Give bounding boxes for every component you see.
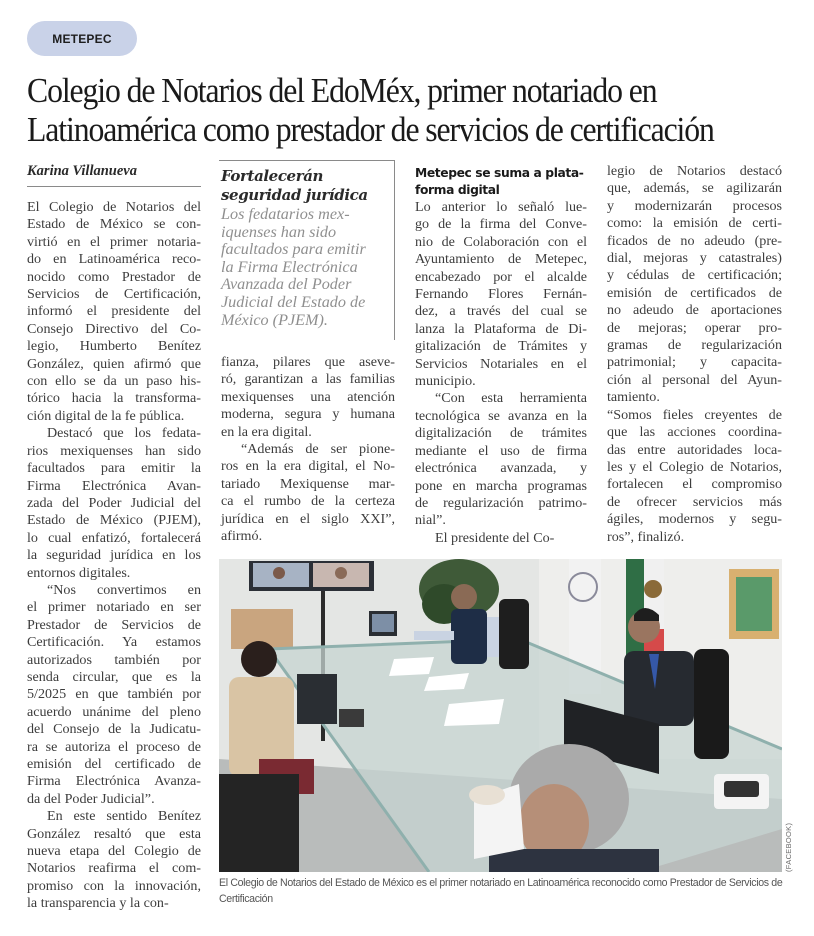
pull-quote-text [221,206,391,329]
headline-line-1: Colegio de Notarios del EdoMéx, primer notariado en [27,72,657,110]
text-line: y cédulas de certificación; [607,267,782,284]
text-line: de ofrecer servicios más [607,493,782,510]
text-line: Firma Electrónica Avan- [27,477,201,494]
text-line: acuerdo unánime del pleno [27,703,201,720]
text-line: legio de Notarios destacó [607,163,782,179]
pull-quote-line: Avanzada del Poder [221,275,352,294]
text-line: zada del Poder Judicial del [27,494,201,511]
text-line: informó el presidente del [27,303,201,320]
text-line: ros en la era digital, el No- [221,458,395,475]
pull-quote-title-line-1: Fortalecerán [221,167,324,185]
text-line: rios mexiquenses han sido [27,442,201,459]
text-line: nocido como Prestador de [27,268,201,285]
text-line: ra se autoriza el proceso de [27,738,201,755]
text-line: González, quien afirmó que [27,355,201,372]
pull-quote-title [221,167,391,205]
text-line: la transparencia y la con- [27,895,169,912]
text-line: En este sentido Benítez [47,808,201,825]
text-line: como: la emisión de certi- [607,215,782,232]
text-line: Fernando Flores Fernán- [415,286,587,303]
text-line: lo cual enfatizó, fortalecerá [27,529,201,546]
news-photo [219,559,782,872]
text-line: González resaltó que esta [27,825,201,842]
text-line: nial”. [415,512,446,529]
text-line: da del Poder Judicial”. [27,790,155,807]
text-line: dez, a través del cual se [415,303,587,320]
text-line: Consejo Directivo del Co- [27,320,201,337]
text-line: Servicios Notariales en el [415,355,587,372]
pull-quote-title-line-2: seguridad jurídica [221,186,368,204]
pull-quote-line: México (PJEM). [221,310,328,329]
body-column-2 [221,354,395,545]
person-center [451,609,487,664]
text-line: ró, garantizan a las familias [221,371,395,388]
text-line: tariado Mexiquense mar- [221,475,395,492]
text-line: mediante el uso de firma [415,442,587,459]
byline: Karina Villanueva [27,163,201,187]
pull-quote-line: facultados para emitir [221,240,366,259]
text-line: de mejoras; operar pro- [607,319,782,336]
subhead-line-2: forma digital [415,182,500,197]
text-line: fortalecen el compromiso [607,476,782,493]
text-line: del Consejo de la Judicatu- [27,721,201,738]
text-line: senda circular, que es la [27,668,201,685]
text-line: ción al personal del Ayun- [607,371,782,388]
text-line: Destacó que los fedata- [47,425,201,442]
text-line: patrimonial; y capacita- [607,354,782,371]
pull-quote-line: Los fedatarios mex- [221,205,350,223]
text-line: gitalización de Trámites y [415,338,587,355]
pull-quote-line: la Firma Electrónica [221,257,358,276]
person-right [624,651,694,726]
text-line: Certificación. Ya estamos [27,634,201,651]
text-line: Ayuntamiento de Metepec, [415,251,587,268]
text-line: Lo anterior lo señaló lue- [415,199,587,215]
subhead [415,165,587,198]
body-column-4 [607,163,782,546]
text-line: mexiquenses una atención [221,388,395,405]
text-line: “Con esta herramienta [435,390,587,407]
text-line: en la era digital. [221,423,312,440]
text-line: El Colegio de Notarios del [27,199,201,215]
text-line: de regularización patrimo- [415,494,587,511]
text-line: afirmó. [221,528,263,545]
text-line: municipio. [415,373,476,390]
pull-quote-line: Judicial del Estado de [221,292,366,311]
text-line: Servicios de Certificación, [27,286,201,303]
text-line: Estado de México (PJEM), [27,512,201,529]
text-line: El presidente del Co- [435,529,555,546]
text-line: “Además de ser pione- [241,441,395,458]
text-line: jurídica en el siglo XXI”, [221,510,395,527]
text-line: ros”, finalizó. [607,528,685,545]
text-line: “Somos fieles creyentes de [607,406,782,423]
pull-quote-line: iquenses han sido [221,222,337,241]
text-line: virtió en el primer notaria- [27,233,201,250]
text-line: tórico hacia la transforma- [27,390,201,407]
text-line: go de la firma del Conve- [415,216,587,233]
headline-line-2: Latinoamérica como prestador de servicios de certificación [27,111,714,149]
text-line: que, además, se agilizarán [607,180,782,197]
section-tag[interactable]: METEPEC [27,21,137,56]
text-line: “Nos convertimos en [47,581,201,598]
text-line: ción digital de la fe pública. [27,407,185,424]
text-line: autorizados también por [27,651,201,668]
text-line: ficados de no adeudo (pre- [607,232,782,249]
text-line: lanza la Plataforma de Di- [415,320,587,337]
person-left [241,641,277,677]
text-line: das entre autoridades loca- [607,441,782,458]
meeting-photo-illustration [219,559,782,872]
headline [27,72,809,150]
text-line: nueva etapa del Colegio de [27,843,201,860]
text-line: dial, mejoras y catastrales) [607,250,782,267]
text-line: y modernizarán procesos [607,197,782,214]
text-line: encabezado por el alcalde [415,268,587,285]
text-line: promiso con la innovación, [27,877,201,894]
text-line: fianza, pilares que aseve- [221,354,395,370]
text-line: entornos digitales. [27,564,131,581]
text-line: tamiento. [607,389,660,406]
text-line: 5/2025 en que también por [27,686,201,703]
text-line: la seguridad jurídica en los [27,547,201,564]
text-line: gramas de regularización [607,337,782,354]
subhead-line-1: Metepec se suma a plata- [415,166,584,180]
photo-caption: El Colegio de Notarios del Estado de México es el primer notariado en Latinoamérica reconocido como Prestador de Servicios de Certificación [219,877,783,905]
text-line: les y el Colegio de Notarios, [607,458,782,475]
text-line: Notarios reafirma el com- [27,860,201,877]
text-line: ca el rumbo de la certeza [221,493,395,510]
text-line: no adeudo de aportaciones [607,302,782,319]
text-line: el primer notariado en ser [27,599,201,616]
text-line: Prestador de Servicios de [27,616,201,633]
text-line: pone en marcha programas [415,477,587,494]
text-line: ágiles, modernos y segu- [607,511,782,528]
text-line: do en Latinoamérica reco- [27,251,201,268]
text-line: emisión del certificado de [27,756,201,772]
photo-credit: (FACEBOOK) [784,822,793,872]
text-line: tecnológica se avanza en la [415,407,587,424]
text-line: moderna, segura y humana [221,406,395,423]
text-line: Estado de México se con- [27,216,201,233]
text-line: Firma Electrónica Avanza- [27,773,201,790]
text-line: emisión de certificados de [607,284,782,301]
body-column-1 [27,199,201,913]
text-line: electrónica avanzada, y [415,460,587,477]
text-line: nio de Colaboración con el [415,233,587,250]
text-line: digitalización de trámites [415,425,587,442]
body-column-3 [415,199,587,547]
text-line: legio, Humberto Benítez [27,338,201,355]
text-line: con ello se da un paso his- [27,373,201,390]
text-line: que las acciones coordina- [607,424,782,441]
text-line: facultados para emitir la [27,460,201,477]
